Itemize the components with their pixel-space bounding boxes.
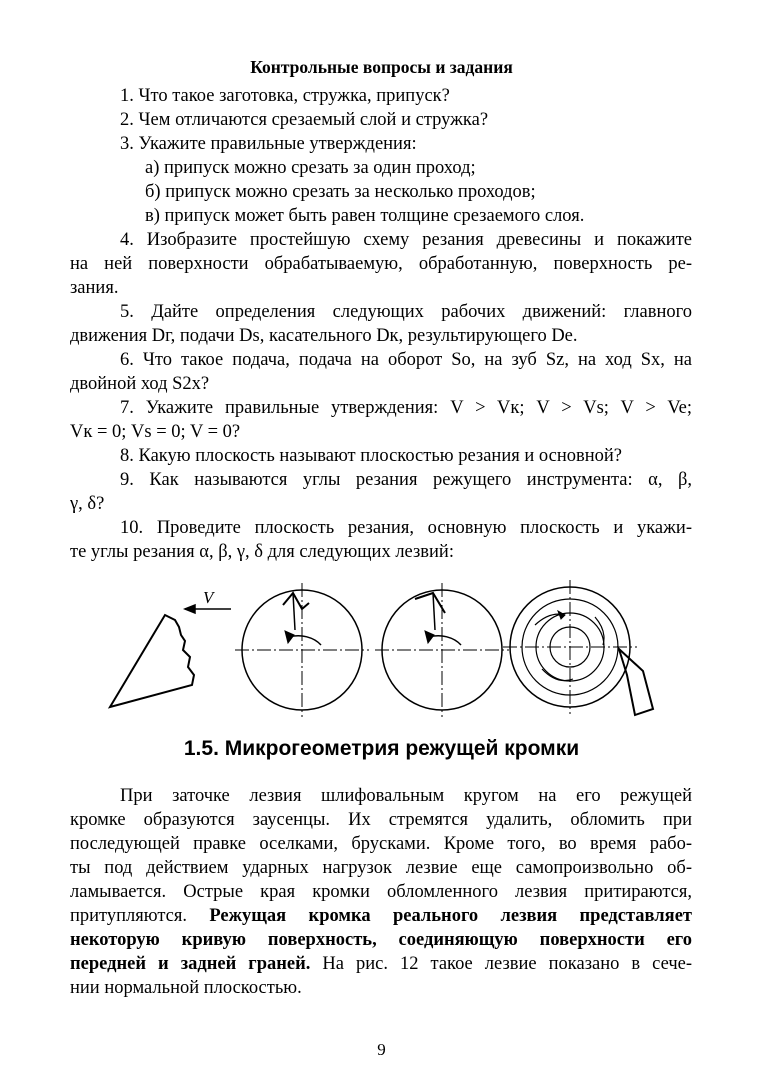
question-5-line-2: движения Dг, подачи Ds, касательного Dк, результирующего De. — [70, 326, 578, 346]
question-7-line-1: 7. Укажите правильные утверждения: V > Vк; V > Vs; V > Ve; — [120, 398, 692, 418]
paragraph-line-2: кромке образуются заусенцы. Их стремятся удалить, обломить при — [70, 810, 692, 830]
saw-disk-1 — [235, 583, 369, 717]
paragraph-line-6-bold: Режущая кромка реального лезвия представляет — [209, 906, 692, 926]
paragraph-line-4: ты под действием ударных нагрузок лезвие еще самопроизвольно об- — [70, 858, 692, 878]
saw-disk-2 — [375, 583, 509, 717]
paragraph-line-6-plain: притупляются. — [70, 906, 210, 926]
question-4-line-1: 4. Изобразите простейшую схему резания древесины и покажите — [120, 230, 692, 250]
question-9-line-2: γ, δ? — [70, 494, 105, 514]
paragraph-line-5: ламывается. Острые края кромки обломленного лезвия притираются, — [70, 882, 692, 902]
question-9-line-1: 9. Как называются углы резания режущего инструмента: α, β, — [120, 470, 692, 490]
paragraph-line-8 — [70, 952, 692, 976]
question-1: 1. Что такое заготовка, стружка, припуск? — [120, 86, 450, 106]
question-4-line-2: на ней поверхности обрабатываемую, обработанную, поверхность ре- — [70, 254, 692, 274]
question-6-line-2: двойной ход S2x? — [70, 374, 210, 394]
question-3-option-b: б) припуск можно срезать за несколько проходов; — [145, 182, 536, 202]
question-2: 2. Чем отличаются срезаемый слой и стружка? — [120, 110, 489, 130]
paragraph-line-7: некоторую кривую поверхность, соединяющую поверхности его — [70, 930, 692, 950]
questions-heading: Контрольные вопросы и задания — [250, 57, 513, 77]
velocity-label: V — [203, 588, 214, 607]
section-title: 1.5. Микрогеометрия режущей кромки — [183, 737, 580, 760]
cutter-head — [503, 580, 653, 715]
paragraph-line-1: При заточке лезвия шлифовальным кругом на его режущей — [120, 786, 692, 806]
paragraph-line-8-plain: На рис. 12 такое лезвие показано в сече- — [310, 954, 692, 974]
question-5-line-1: 5. Дайте определения следующих рабочих движений: главного — [120, 302, 692, 322]
cutting-edges-figure — [95, 575, 675, 725]
question-4-line-3: зания. — [70, 278, 119, 298]
question-3-option-a: а) припуск можно срезать за один проход; — [145, 158, 476, 178]
page-number: 9 — [377, 1040, 386, 1059]
blade-wedge — [110, 615, 194, 707]
question-6-line-1: 6. Что такое подача, подача на оборот Sо, на зуб Sz, на ход Sx, на — [120, 350, 692, 370]
paragraph-line-9: нии нормальной плоскостью. — [70, 978, 302, 998]
question-10-line-2: те углы резания α, β, γ, δ для следующих лезвий: — [70, 542, 454, 562]
paragraph-line-3: последующей правке оселками, брусками. Кроме того, во время рабо- — [70, 834, 692, 854]
paragraph-line-6 — [70, 904, 692, 928]
question-3: 3. Укажите правильные утверждения: — [120, 134, 417, 154]
question-10-line-1: 10. Проведите плоскость резания, основную плоскость и укажи- — [120, 518, 692, 538]
question-8: 8. Какую плоскость называют плоскостью резания и основной? — [120, 446, 622, 466]
question-3-option-c: в) припуск может быть равен толщине срезаемого слоя. — [145, 206, 585, 226]
question-7-line-2: Vк = 0; Vs = 0; V = 0? — [70, 422, 241, 442]
paragraph-line-8-bold: передней и задней граней. — [70, 954, 311, 974]
